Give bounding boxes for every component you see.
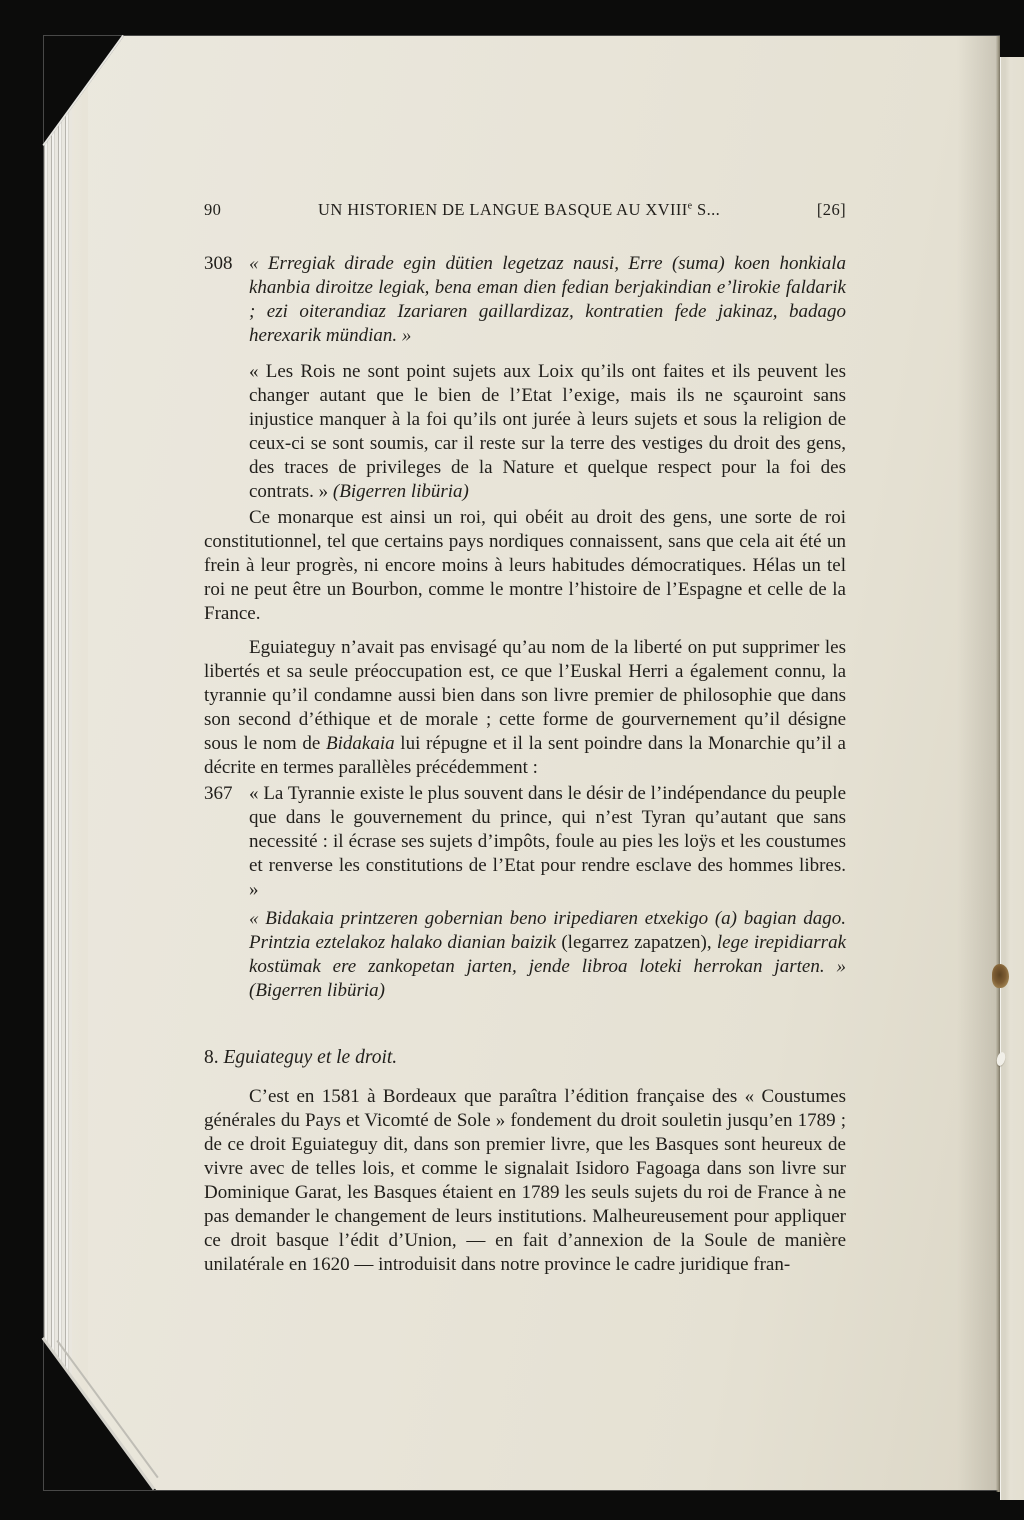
paragraph-monarque: Ce monarque est ainsi un roi, qui obéit au droit des gens, une sorte de roi constitutionnel, tel que certains pays nordiques connaissent, sans que cela ait été un frein à leur progrès, ni encore moins à leurs habitudes démocratiques. Hélas un tel roi ne peut être un Bourbon, comme le montre l’histoire de l’Espagne et celle de la France. [204,507,846,624]
facing-page-sliver [1000,57,1024,1500]
page-number: 90 [204,200,222,219]
margin-number-367: 367 [204,783,233,804]
running-header [204,200,846,220]
running-title-superscript: e [687,200,693,212]
paragraph-final: C’est en 1581 à Bordeaux que paraîtra l’édition française des « Coustumes générales du Pays et Vicomté de Sole » fondement du droit souletin jusqu’en 1789 ; de ce droit Eguiateguy dit, dans son premier livre, que les Basques sont heureux de vivre avec de telles lois, et comme le signalait Isidoro Fagoaga dans son livre sur Dominique Garat, les Basques étaient en 1789 les seuls sujets du roi de France à ne pas demander le changement de leurs institutions. Malheureusement pour appliquer ce droit basque l’édit d’Union, — en fait d’annexion de la Soule de manière unilatérale en 1620 — introduisit dans notre province le cadre juridique fran- [204,1086,846,1275]
margin-number-308: 308 [204,253,233,274]
paper-damage-spot [992,964,1009,988]
book-page [44,36,999,1490]
basque-quote-bidakaia: « Bidakaia printzeren gobernian beno iripediaren etxekigo (a) bagian dago. Printzia eztelakoz halako dianian baizik (legarrez zapatzen), lege irepidiarrak kostümak ere zankopetan jarten, jende libroa loteki herrokan jarten. » (Bigerren libüria) [249,908,846,1001]
paragraph-eguiateguy: Eguiateguy n’avait pas envisagé qu’au nom de la liberté on put supprimer les libertés et sa seule préoccupation est, ce que l’Euskal Herri a également connu, la tyrannie qu’il condamne aussi bien dans son livre premier de philosophie que dans son second d’éthique et de morale ; cette forme de gourvernement qu’il désigne sous le nom de Bidakaia lui répugne et il la sent poindre dans la Monarchie qu’il a décrite en termes parallèles précédemment : [204,637,846,778]
column-reference: [26] [816,200,846,219]
quote-attribution: (Bigerren libüria) [249,980,385,1001]
section-number: 8. [204,1047,224,1068]
book-title-bidakaia: Bidakaia [326,733,395,754]
page-stack-edges-fade [66,36,88,1490]
section-heading [204,1046,846,1070]
gutter-shadow [957,36,999,1490]
numbered-quote-367 [204,782,846,902]
running-title: UN HISTORIEN DE LANGUE BASQUE AU XVIIIe S... [318,200,721,219]
numbered-quote-308 [204,252,846,348]
quote-attribution: (Bigerren libüria) [332,481,469,502]
french-translation-quote: « Les Rois ne sont point sujets aux Loix qu’ils ont faites et ils peuvent les changer autant que le bien de l’Etat l’exige, mais ils ne sçauroint sans injustice manquer à la foi qu’ils ont jurée à leurs sujets et sous la religion de ceux-ci se sont soumis, car il reste sur la terre des vestiges du droit des gens, des traces de privileges de la Nature et quelque respect pour la foi des contrats. » (Bigerren libüria) [249,361,846,502]
roman-inset: (legarrez zapatzen), [561,932,712,953]
french-quote-367: « La Tyrannie existe le plus souvent dans le désir de l’indépendance du peuple que dans le gouvernement du prince, qui n’est Tyran qu’autant que sans necessité : il écrase ses sujets d’impôts, foule au pies les loÿs et les coustumes et renverse les constitutions de l’Etat pour rendre esclave des hommes libres. » [249,783,846,900]
page-content [204,200,846,1277]
section-title: Eguiateguy et le droit. [223,1047,398,1068]
basque-quote-308: « Erregiak dirade egin dütien legetzaz nausi, Erre (suma) koen honkiala khanbia diroitze legiak, bena eman dien fedian berjakindian e’lirokie faldarik ; ezi oiterandiaz Izariaren gaillardizaz, kontratien fede jakinaz, badago herexarik mündian. » [249,253,846,346]
